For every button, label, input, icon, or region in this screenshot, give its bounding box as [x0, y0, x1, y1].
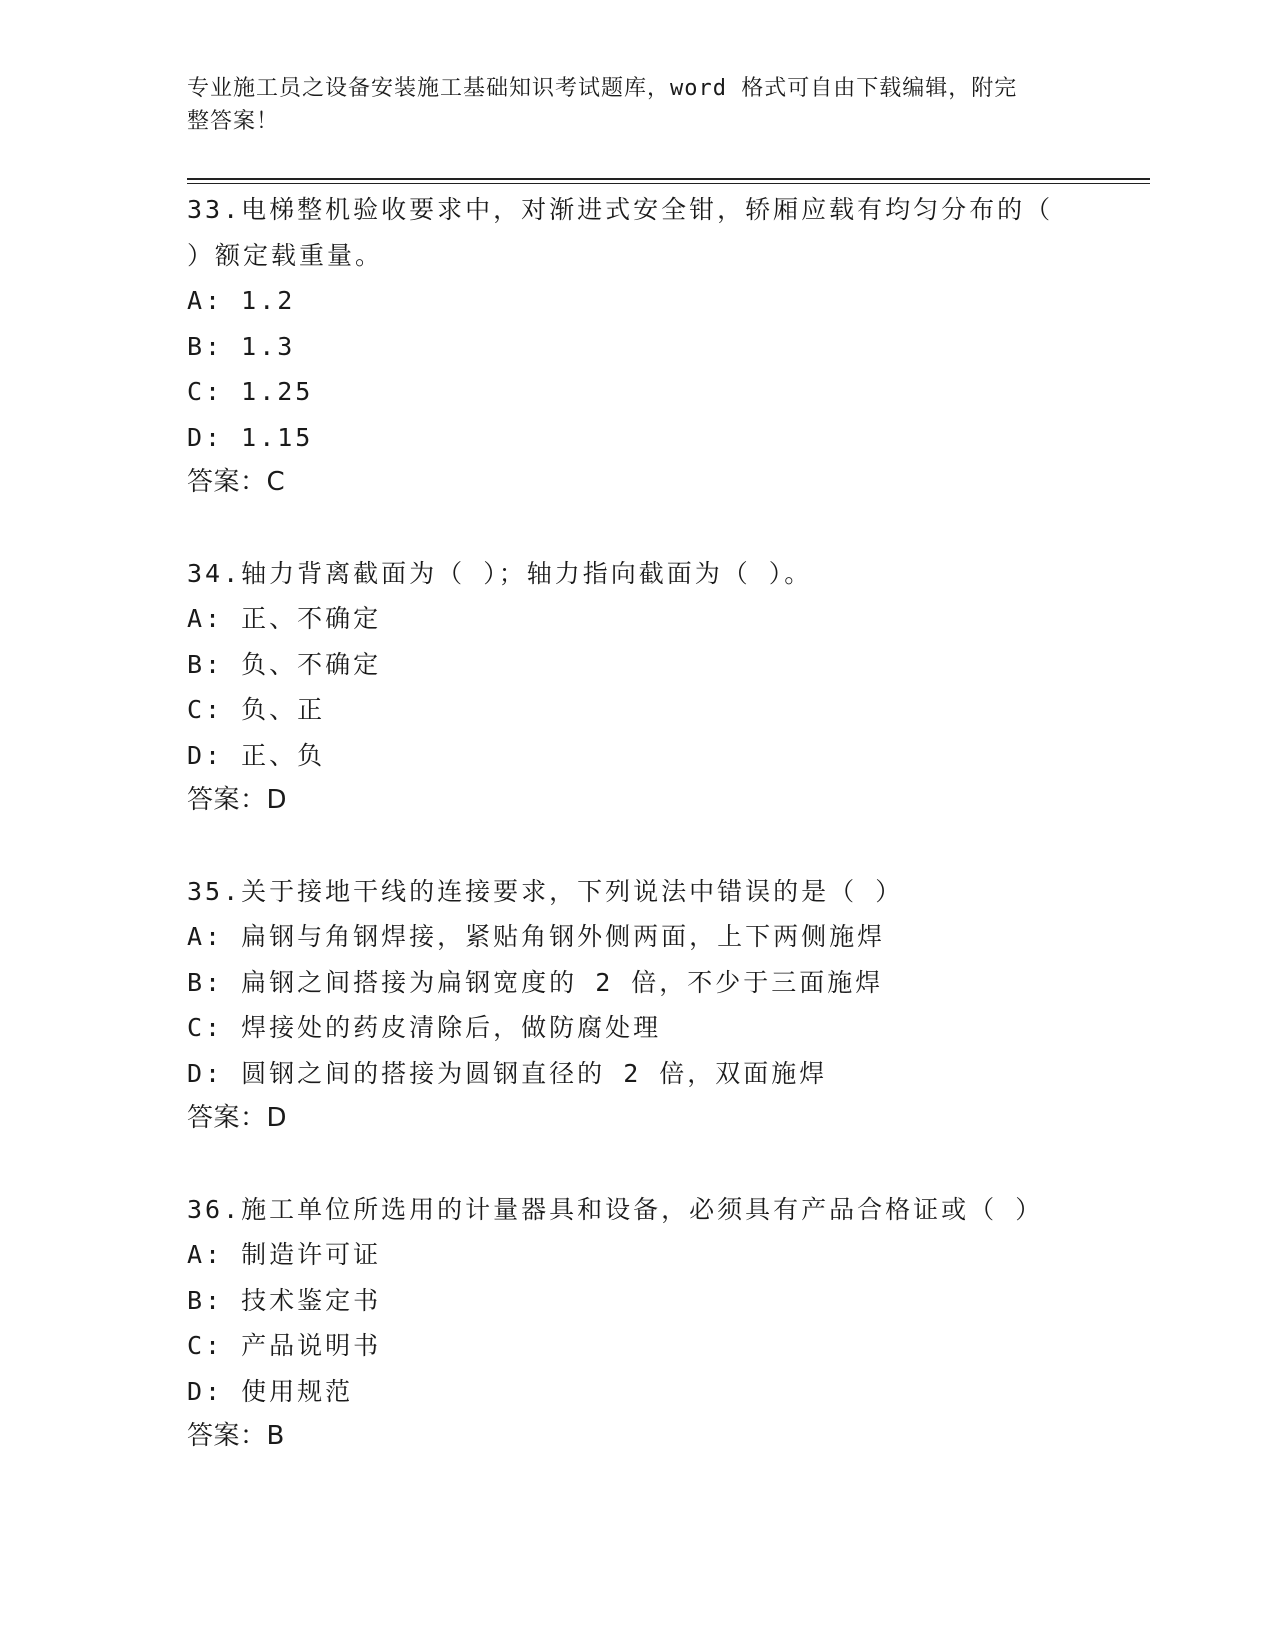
option-d: D: 使用规范 — [187, 1376, 354, 1406]
question-34 — [187, 551, 1087, 824]
header-divider-thick — [187, 178, 1150, 180]
question-36 — [187, 1187, 1087, 1460]
question-list — [187, 187, 1087, 1505]
option-c: C: 1.25 — [187, 377, 314, 406]
header-line-2: 整答案！ — [187, 109, 280, 134]
question-stem: 33.电梯整机验收要求中，对渐进式安全钳，轿厢应载有均匀分布的（ — [187, 195, 1054, 224]
question-stem: 34.轴力背离截面为（ ）；轴力指向截面为（ ）。 — [187, 558, 813, 588]
option-a: A: 1.2 — [187, 286, 296, 315]
question-35 — [187, 869, 1087, 1142]
option-d: D: 1.15 — [187, 422, 314, 452]
question-stem: 36.施工单位所选用的计量器具和设备，必须具有产品合格证或（ ） — [187, 1194, 1044, 1224]
option-d: D: 圆钢之间的搭接为圆钢直径的 2 倍，双面施焊 — [187, 1058, 828, 1088]
option-c: C: 负、正 — [187, 695, 326, 724]
header-line-1: 专业施工员之设备安装施工基础知识考试题库，word 格式可自由下载编辑，附完 — [187, 76, 1018, 101]
option-a: A: 正、不确定 — [187, 604, 382, 633]
option-b: B: 1.3 — [187, 331, 296, 361]
option-c: C: 焊接处的药皮清除后，做防腐处理 — [187, 1013, 662, 1042]
option-a: A: 扁钢与角钢焊接，紧贴角钢外侧两面，上下两侧施焊 — [187, 922, 886, 951]
option-b: B: 扁钢之间搭接为扁钢宽度的 2 倍，不少于三面施焊 — [187, 967, 884, 997]
answer-label: 答案：C — [187, 467, 286, 497]
question-33 — [187, 187, 1087, 506]
option-d: D: 正、负 — [187, 740, 326, 770]
question-stem-continued: ）额定载重量。 — [187, 240, 384, 270]
answer-label: 答案：B — [187, 1421, 285, 1451]
question-stem: 35.关于接地干线的连接要求，下列说法中错误的是（ ） — [187, 876, 904, 906]
option-a: A: 制造许可证 — [187, 1240, 382, 1269]
option-b: B: 负、不确定 — [187, 649, 382, 679]
answer-label: 答案：D — [187, 785, 288, 815]
option-b: B: 技术鉴定书 — [187, 1285, 382, 1315]
document-header — [187, 72, 1067, 138]
option-c: C: 产品说明书 — [187, 1331, 382, 1360]
header-divider-thin — [187, 183, 1150, 184]
answer-label: 答案：D — [187, 1103, 288, 1133]
